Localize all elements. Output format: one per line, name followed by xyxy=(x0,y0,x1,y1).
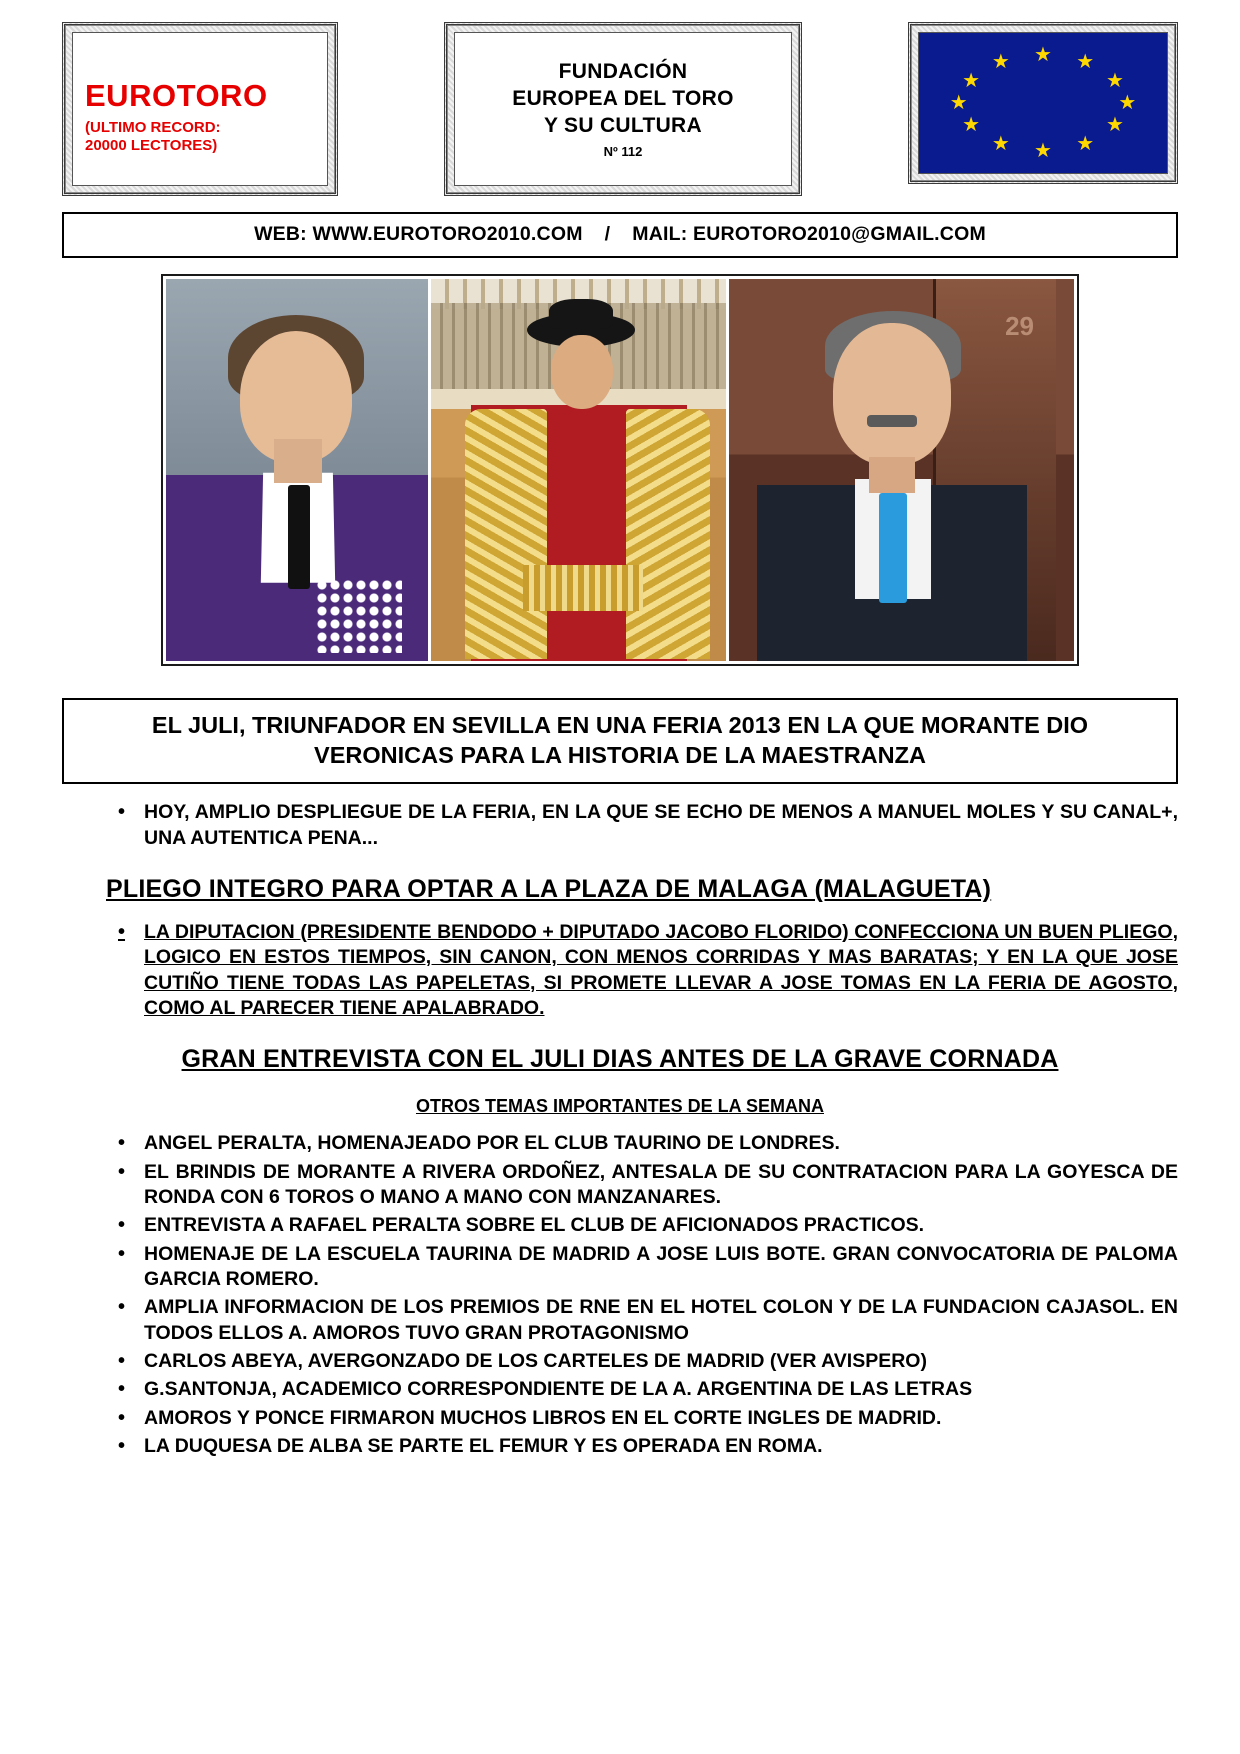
eurotoro-title: EUROTORO xyxy=(85,77,268,113)
photo-strip xyxy=(161,274,1079,666)
eurotoro-logo-banner xyxy=(62,22,338,196)
list-item: • EL BRINDIS DE MORANTE A RIVERA ORDOÑEZ, ANTESALA DE SU CONTRATACION PARA LA GOYESCA DE RONDA CON 6 TOROS O MANO A MANO CON MANZANARES. xyxy=(118,1160,1178,1211)
photo-matador-bullring xyxy=(431,279,727,661)
photo-man-in-suit: 29 xyxy=(729,279,1074,661)
list-item: • HOY, AMPLIO DESPLIEGUE DE LA FERIA, EN LA QUE SE ECHO DE MENOS A MANUEL MOLES Y SU CANAL+, UNA AUTENTICA PENA... xyxy=(118,800,1178,851)
foundation-line-2: EUROPEA DEL TORO xyxy=(512,87,734,111)
eurotoro-subtitle-line2: 20000 LECTORES) xyxy=(85,137,218,155)
main-headline: EL JULI, TRIUNFADOR EN SEVILLA EN UNA FERIA 2013 EN LA QUE MORANTE DIO VERONICAS PARA LA HISTORIA DE LA MAESTRANZA xyxy=(62,698,1178,784)
mail-text[interactable]: MAIL: EUROTORO2010@GMAIL.COM xyxy=(632,223,986,245)
list-item: • AMOROS Y PONCE FIRMARON MUCHOS LIBROS EN EL CORTE INGLES DE MADRID. xyxy=(118,1406,1178,1431)
list-item: • ANGEL PERALTA, HOMENAJEADO POR EL CLUB TAURINO DE LONDRES. xyxy=(118,1131,1178,1156)
eu-flag-banner xyxy=(908,22,1178,184)
header-banner-row xyxy=(62,22,1178,196)
website-text[interactable]: WEB: WWW.EUROTORO2010.COM xyxy=(254,223,583,245)
section-title-otros-temas: OTROS TEMAS IMPORTANTES DE LA SEMANA xyxy=(415,1096,824,1117)
foundation-banner xyxy=(444,22,802,196)
contact-bar xyxy=(62,212,1178,258)
malaga-bullet-list xyxy=(62,920,1178,1021)
otros-temas-list xyxy=(62,1131,1178,1459)
section-title-entrevista: GRAN ENTREVISTA CON EL JULI DIAS ANTES DE LA GRAVE CORNADA xyxy=(181,1045,1059,1074)
list-item: • AMPLIA INFORMACION DE LOS PREMIOS DE RNE EN EL HOTEL COLON Y DE LA FUNDACION CAJASOL. EN TODOS ELLOS A. AMOROS TUVO GRAN PROTAGONISMO xyxy=(118,1295,1178,1346)
eurotoro-subtitle-line1: (ULTIMO RECORD: xyxy=(85,118,221,136)
section-title-malaga: PLIEGO INTEGRO PARA OPTAR A LA PLAZA DE MALAGA (MALAGUETA) xyxy=(106,874,992,903)
foundation-line-1: FUNDACIÓN xyxy=(558,60,688,84)
issue-number: Nº 112 xyxy=(603,143,643,159)
list-item: • G.SANTONJA, ACADEMICO CORRESPONDIENTE DE LA A. ARGENTINA DE LAS LETRAS xyxy=(118,1377,1178,1402)
intro-bullet-list xyxy=(62,800,1178,851)
contact-separator: / xyxy=(604,223,611,245)
list-item: • HOMENAJE DE LA ESCUELA TAURINA DE MADRID A JOSE LUIS BOTE. GRAN CONVOCATORIA DE PALOMA GARCIA ROMERO. xyxy=(118,1242,1178,1293)
list-item: • ENTREVISTA A RAFAEL PERALTA SOBRE EL CLUB DE AFICIONADOS PRACTICOS. xyxy=(118,1213,1178,1238)
european-union-flag-icon: ★ ★ ★ ★ ★ ★ ★ ★ ★ ★ ★ ★ xyxy=(919,33,1167,173)
list-item: • LA DUQUESA DE ALBA SE PARTE EL FEMUR Y ES OPERADA EN ROMA. xyxy=(118,1434,1178,1459)
foundation-line-3: Y SU CULTURA xyxy=(544,113,702,137)
list-item: • LA DIPUTACION (PRESIDENTE BENDODO + DIPUTADO JACOBO FLORIDO) CONFECCIONA UN BUEN PLIEGO, LOGICO EN ESTOS TIEMPOS, SIN CANON, CON MENOS CORRIDAS Y MAS BARATAS; Y EN LA QUE JOSE CUTIÑO TIENE TODAS LAS PAPELETAS, SI PROMETE LLEVAR A JOSE TOMAS EN LA FERIA DE AGOSTO, COMO AL PARECER TIENE APALABRADO. xyxy=(118,920,1178,1021)
list-item: • CARLOS ABEYA, AVERGONZADO DE LOS CARTELES DE MADRID (VER AVISPERO) xyxy=(118,1349,1178,1374)
photo-young-bullfighter xyxy=(166,279,428,661)
